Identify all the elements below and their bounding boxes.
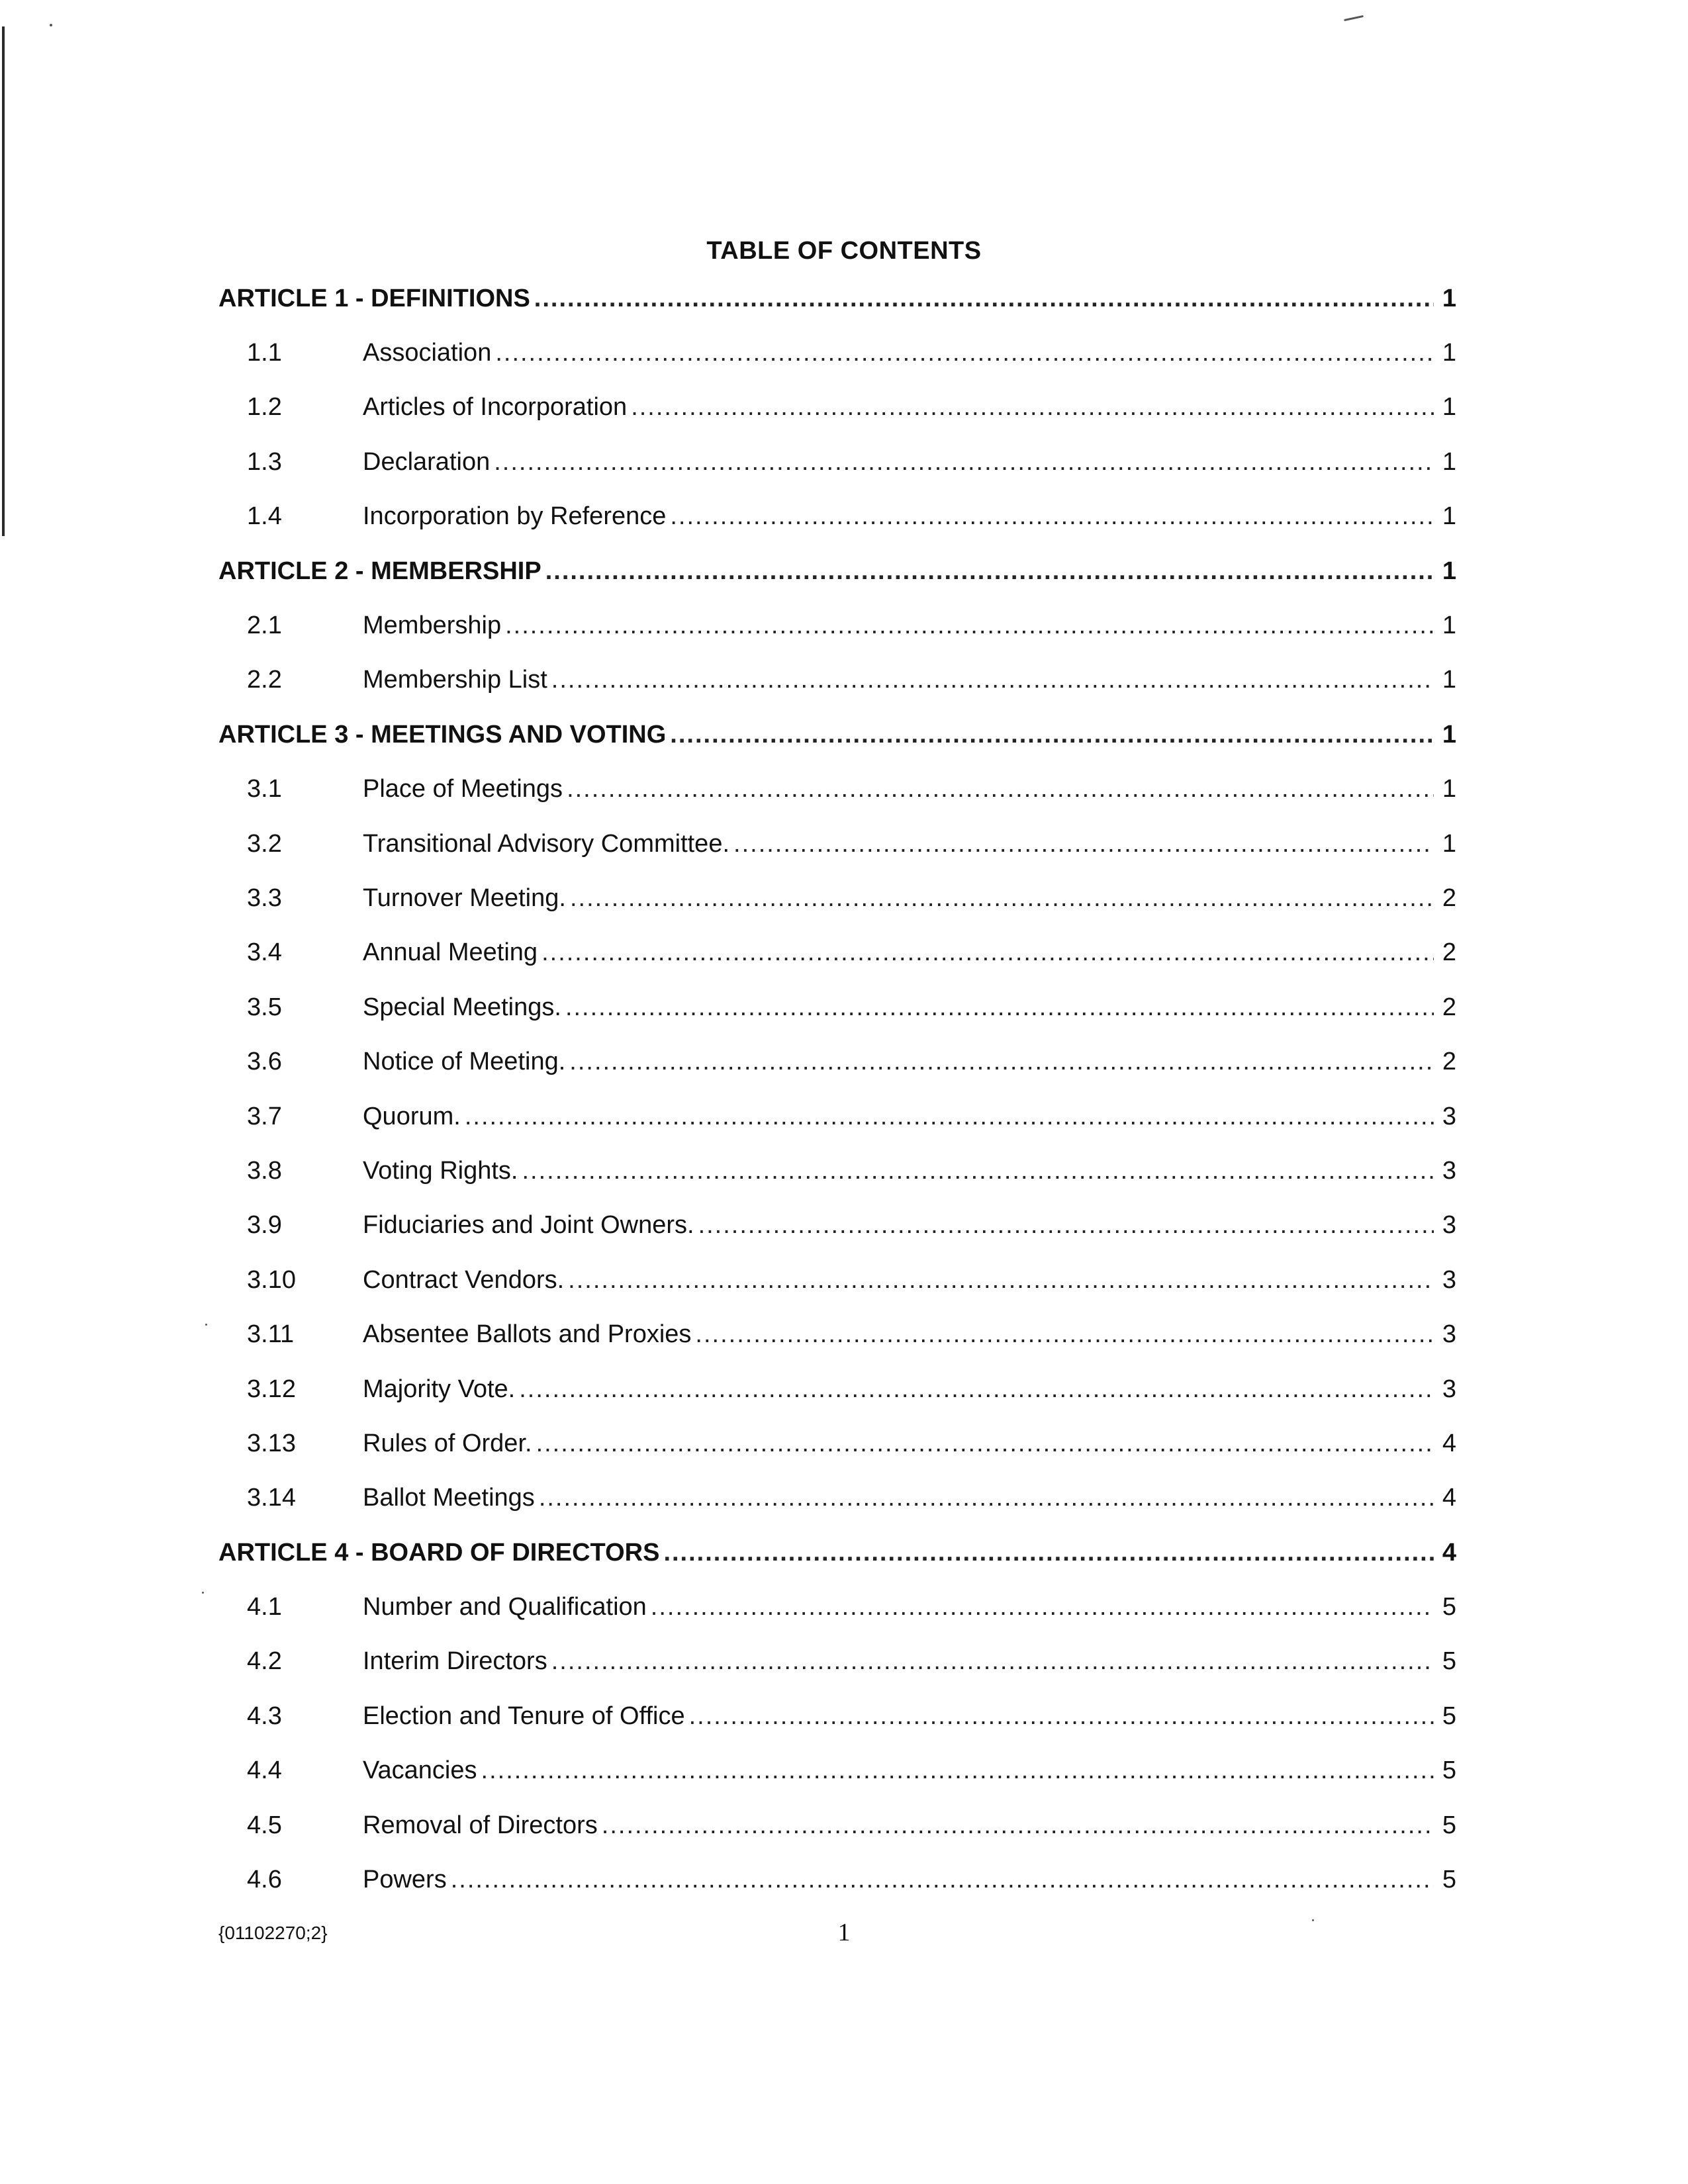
toc-entry-label: Membership List (363, 666, 547, 694)
dot-leader (505, 612, 1434, 640)
toc-section-number: 3.14 (247, 1484, 296, 1512)
toc-page-number: 5 (1442, 1866, 1456, 1894)
dot-leader (465, 1103, 1434, 1131)
toc-page-number: 3 (1442, 1211, 1456, 1240)
toc-section-number: 3.11 (247, 1320, 295, 1349)
toc-section-number: 3.4 (247, 938, 282, 967)
toc-section-entry (218, 381, 1456, 435)
toc-entry-label: Place of Meetings (363, 775, 563, 803)
dot-leader (733, 830, 1434, 858)
toc-page-number: 3 (1442, 1156, 1456, 1185)
dot-leader (602, 1811, 1434, 1840)
toc-section-entry (218, 653, 1456, 707)
dot-leader (536, 1430, 1434, 1458)
toc-entry-label: Ballot Meetings (363, 1484, 535, 1512)
dot-leader (663, 1539, 1434, 1567)
toc-section-entry (218, 1362, 1456, 1416)
dot-leader (565, 993, 1434, 1022)
dot-leader (698, 1211, 1434, 1240)
dot-leader (695, 1320, 1434, 1349)
toc-section-entry (218, 926, 1456, 980)
toc-page-number: 5 (1442, 1647, 1456, 1676)
dot-leader (651, 1593, 1434, 1621)
toc-section-entry (218, 435, 1456, 489)
dot-leader (569, 1048, 1434, 1076)
dot-leader (567, 775, 1434, 803)
toc-section-entry (218, 1253, 1456, 1307)
dot-leader (670, 502, 1434, 531)
toc-entry-label: ARTICLE 3 - MEETINGS AND VOTING (218, 720, 667, 749)
toc-entry-label: Election and Tenure of Office (363, 1702, 685, 1730)
toc-section-entry (218, 1798, 1456, 1852)
toc-entry-label: Absentee Ballots and Proxies (363, 1320, 692, 1349)
toc-section-number: 3.5 (247, 993, 282, 1021)
toc-page-number: 4 (1442, 1538, 1456, 1567)
toc-page-number: 3 (1442, 1102, 1456, 1130)
toc-entry-label: Rules of Order. (363, 1429, 532, 1457)
toc-page-number: 3 (1442, 1320, 1456, 1349)
toc-article-entry (218, 544, 1456, 598)
toc-entry-label: Membership (363, 612, 502, 640)
toc-section-number: 3.9 (247, 1211, 282, 1240)
toc-article-entry (218, 271, 1456, 326)
toc-page-number: 5 (1442, 1811, 1456, 1839)
toc-section-number: 3.6 (247, 1048, 282, 1076)
toc-page-number: 1 (1442, 775, 1456, 803)
toc-section-number: 4.4 (247, 1756, 282, 1785)
toc-entry-label: Removal of Directors (363, 1811, 598, 1839)
table-of-contents (218, 271, 1456, 1907)
toc-section-number: 4.6 (247, 1866, 282, 1894)
dot-leader (570, 884, 1434, 913)
toc-section-number: 3.10 (247, 1265, 296, 1294)
toc-entry-label: Powers (363, 1866, 447, 1894)
toc-entry-label: ARTICLE 2 - MEMBERSHIP (218, 557, 541, 585)
toc-section-number: 4.5 (247, 1811, 282, 1839)
toc-entry-label: Voting Rights. (363, 1156, 518, 1185)
toc-page-number: 4 (1442, 1429, 1456, 1457)
toc-page-number: 1 (1442, 284, 1456, 312)
toc-section-number: 3.12 (247, 1375, 296, 1403)
toc-page-number: 5 (1442, 1702, 1456, 1730)
toc-section-number: 3.13 (247, 1429, 296, 1457)
toc-section-entry (218, 1144, 1456, 1198)
scan-speck (202, 1592, 204, 1594)
toc-entry-label: Majority Vote. (363, 1375, 516, 1403)
toc-section-entry (218, 1471, 1456, 1525)
toc-section-entry (218, 1199, 1456, 1253)
toc-entry-label: Contract Vendors. (363, 1265, 565, 1294)
footer-page-number: 1 (837, 1919, 851, 1946)
toc-entry-label: ARTICLE 1 - DEFINITIONS (218, 284, 530, 312)
toc-section-number: 3.8 (247, 1156, 282, 1185)
toc-page-number: 1 (1442, 393, 1456, 422)
toc-page-number: 1 (1442, 502, 1456, 531)
toc-article-entry (218, 1525, 1456, 1580)
toc-entry-label: Incorporation by Reference (363, 502, 667, 531)
dot-leader (670, 721, 1434, 749)
toc-page-number: 3 (1442, 1375, 1456, 1403)
toc-section-number: 2.2 (247, 666, 282, 694)
scan-speck (50, 24, 52, 26)
toc-section-entry (218, 1089, 1456, 1144)
toc-entry-label: Notice of Meeting. (363, 1048, 566, 1076)
toc-section-entry (218, 1307, 1456, 1361)
toc-section-entry (218, 871, 1456, 925)
toc-page-number: 1 (1442, 557, 1456, 585)
dot-leader (481, 1756, 1434, 1785)
toc-page-number: 2 (1442, 938, 1456, 967)
toc-section-number: 1.1 (247, 339, 282, 367)
toc-page-number: 1 (1442, 447, 1456, 476)
scan-mark (1344, 15, 1364, 21)
toc-section-number: 3.7 (247, 1102, 282, 1130)
dot-leader (545, 557, 1434, 586)
dot-leader (551, 666, 1434, 694)
toc-section-entry (218, 817, 1456, 871)
toc-entry-label: Interim Directors (363, 1647, 547, 1676)
toc-section-number: 2.1 (247, 612, 282, 640)
dot-leader (541, 938, 1434, 967)
toc-entry-label: Number and Qualification (363, 1593, 647, 1621)
toc-page-number: 1 (1442, 612, 1456, 640)
toc-entry-label: Articles of Incorporation (363, 393, 628, 422)
toc-page-number: 1 (1442, 829, 1456, 858)
toc-page-number: 2 (1442, 884, 1456, 912)
scan-edge-line (2, 26, 5, 536)
toc-section-number: 3.3 (247, 884, 282, 912)
toc-section-number: 1.4 (247, 502, 282, 531)
dot-leader (495, 339, 1434, 367)
dot-leader (451, 1866, 1434, 1894)
toc-entry-label: Declaration (363, 447, 491, 476)
toc-section-number: 3.2 (247, 829, 282, 858)
toc-section-entry (218, 1416, 1456, 1471)
toc-section-entry (218, 1744, 1456, 1798)
toc-section-number: 3.1 (247, 775, 282, 803)
toc-entry-label: Quorum. (363, 1102, 461, 1130)
toc-entry-label: ARTICLE 4 - BOARD OF DIRECTORS (218, 1538, 660, 1567)
toc-section-entry (218, 326, 1456, 380)
toc-section-number: 4.1 (247, 1593, 282, 1621)
dot-leader (519, 1375, 1434, 1404)
dot-leader (522, 1157, 1434, 1185)
toc-article-entry (218, 707, 1456, 762)
dot-leader (551, 1647, 1434, 1676)
dot-leader (568, 1266, 1434, 1295)
toc-section-entry (218, 1689, 1456, 1743)
toc-title: TABLE OF CONTENTS (706, 237, 982, 265)
toc-section-number: 1.3 (247, 447, 282, 476)
toc-section-entry (218, 762, 1456, 817)
toc-section-entry (218, 490, 1456, 544)
toc-page-number: 5 (1442, 1756, 1456, 1785)
dot-leader (494, 448, 1434, 477)
toc-entry-label: Turnover Meeting. (363, 884, 566, 912)
scan-speck (205, 1324, 207, 1326)
toc-entry-label: Association (363, 339, 492, 367)
toc-section-entry (218, 980, 1456, 1034)
toc-entry-label: Fiduciaries and Joint Owners. (363, 1211, 694, 1240)
toc-page-number: 4 (1442, 1484, 1456, 1512)
toc-section-number: 4.3 (247, 1702, 282, 1730)
toc-section-entry (218, 1580, 1456, 1634)
toc-section-entry (218, 1034, 1456, 1089)
toc-page-number: 2 (1442, 993, 1456, 1021)
toc-section-number: 4.2 (247, 1647, 282, 1676)
toc-entry-label: Vacancies (363, 1756, 477, 1785)
toc-section-entry (218, 598, 1456, 653)
toc-entry-label: Annual Meeting (363, 938, 538, 967)
toc-page-number: 2 (1442, 1048, 1456, 1076)
dot-leader (689, 1702, 1434, 1731)
toc-page-number: 5 (1442, 1593, 1456, 1621)
toc-entry-label: Transitional Advisory Committee. (363, 829, 730, 858)
toc-page-number: 1 (1442, 666, 1456, 694)
document-id: {01102270;2} (218, 1923, 328, 1943)
toc-page-number: 1 (1442, 339, 1456, 367)
toc-section-entry (218, 1852, 1456, 1907)
toc-page-number: 3 (1442, 1265, 1456, 1294)
dot-leader (534, 285, 1434, 313)
dot-leader (539, 1484, 1434, 1512)
toc-entry-label: Special Meetings. (363, 993, 561, 1021)
toc-section-entry (218, 1635, 1456, 1689)
toc-page-number: 1 (1442, 720, 1456, 749)
toc-section-number: 1.2 (247, 393, 282, 422)
dot-leader (631, 393, 1434, 422)
